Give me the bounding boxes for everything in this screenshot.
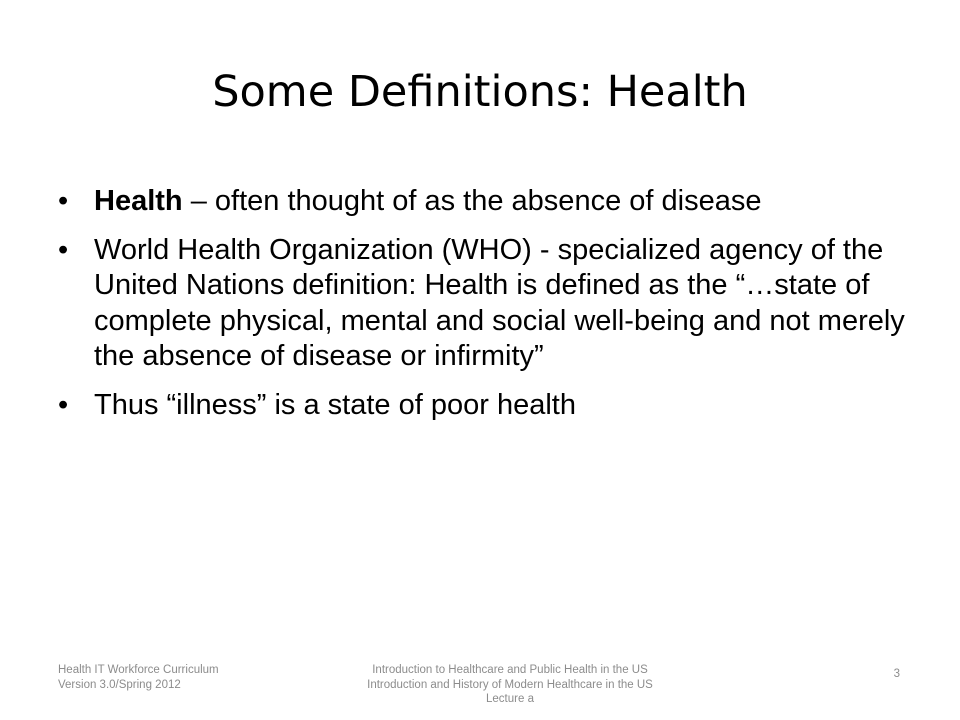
bullet-item: [58, 184, 908, 220]
bullet-list: [58, 184, 908, 436]
footer-curriculum-line: Health IT Workforce Curriculum: [58, 664, 219, 676]
bullet-term: Health: [94, 185, 183, 217]
page-number: 3: [893, 668, 900, 680]
bullet-item: [58, 233, 908, 375]
footer-lecture-line: Lecture a: [486, 693, 534, 705]
bullet-text: World Health Organization (WHO) - specialized agency of the United Nations definition: Health is defined as the “…state of complete physical, mental and social well-being and not merely the absence of disease or infirmity”: [94, 233, 905, 372]
footer-unit-line: Introduction and History of Modern Healthcare in the US: [367, 678, 653, 691]
bullet-glyph: •: [58, 233, 69, 266]
footer-course-info: [300, 663, 720, 707]
footer-curriculum: [58, 663, 298, 692]
bullet-glyph: •: [58, 388, 69, 421]
slide-title: Some Definitions: Health: [212, 67, 748, 117]
footer-version-line: Version 3.0/Spring 2012: [58, 678, 181, 691]
bullet-item: [58, 388, 908, 424]
footer-course-line: Introduction to Healthcare and Public Health in the US: [372, 664, 648, 676]
bullet-text: – often thought of as the absence of disease: [182, 185, 762, 217]
bullet-glyph: •: [58, 185, 69, 217]
bullet-text: Thus “illness” is a state of poor health: [94, 388, 576, 421]
